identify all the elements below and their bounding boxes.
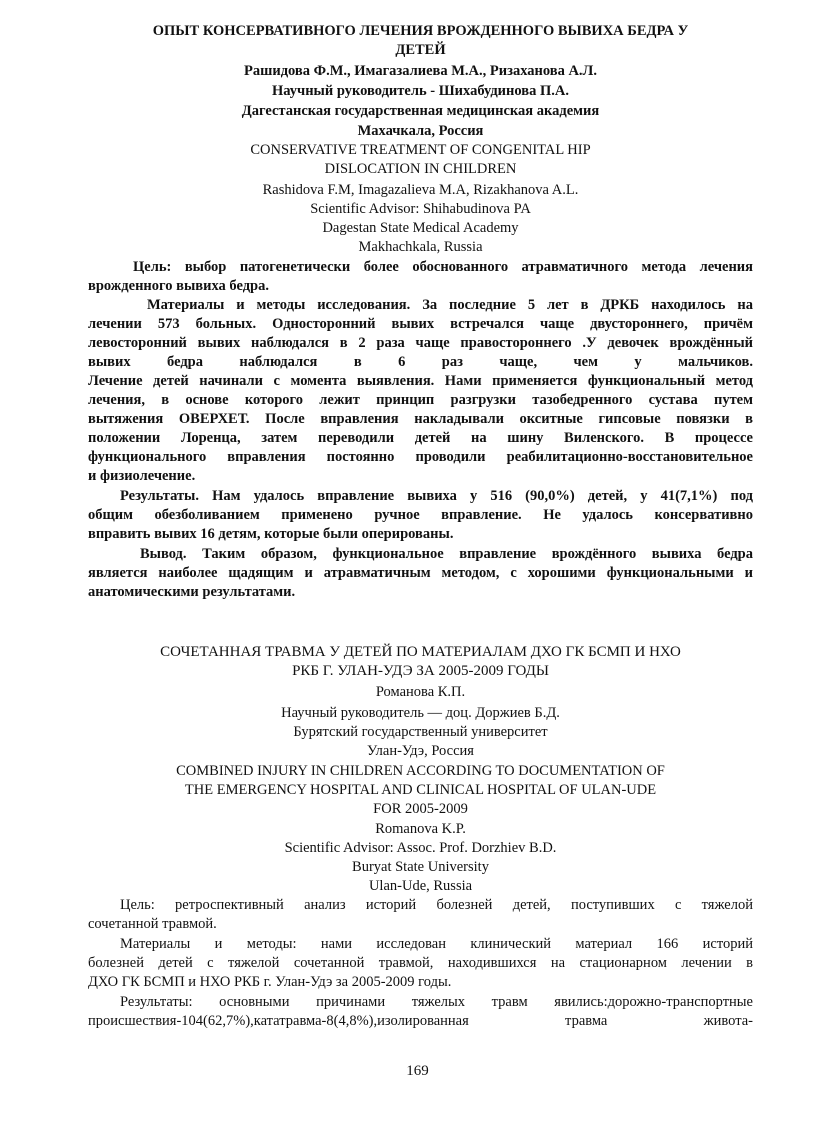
article2-title-line-1: СОЧЕТАННАЯ ТРАВМА У ДЕТЕЙ ПО МАТЕРИАЛАМ ДХО ГК БСМП И НХО: [160, 644, 681, 660]
article1-body-line: Лечение детей начинали с момента выявления. Нами применяется функциональный метод: [88, 373, 753, 389]
article1-body-line: Цель: выбор патогенетически более обоснованного атравматичного метода лечения: [133, 259, 753, 275]
article2-city-en: Ulan-Ude, Russia: [368, 878, 473, 894]
article2-city-ru: Улан-Удэ, Россия: [367, 743, 474, 759]
article1-title-en-line-2: DISLOCATION IN CHILDREN: [324, 161, 517, 177]
article2-body-line: происшествия-104(62,7%),кататравма-8(4,8%),изолированная травма живота-: [88, 1013, 753, 1029]
article2-authors-en: Romanova K.P.: [375, 821, 466, 837]
article1-title-line-1: ОПЫТ КОНСЕРВАТИВНОГО ЛЕЧЕНИЯ ВРОЖДЕННОГО ВЫВИХА БЕДРА У: [152, 23, 689, 39]
article2-body-line: Результаты: основными причинами тяжелых травм явились:дорожно-транспортные: [120, 994, 753, 1010]
article2-advisor-en: Scientific Advisor: Assoc. Prof. Dorzhiev B.D.: [284, 840, 557, 856]
article1-authors-ru: Рашидова Ф.М., Имагазалиева М.А., Ризаханова А.Л.: [244, 63, 597, 79]
article2-body-line: Цель: ретроспективный анализ историй болезней детей, поступивших с тяжелой: [120, 897, 753, 913]
article2-title-en-line-1: COMBINED INJURY IN CHILDREN ACCORDING TO DOCUMENTATION OF: [176, 763, 665, 779]
article1-title-line-2: ДЕТЕЙ: [395, 42, 446, 58]
article2-title-line-2: РКБ Г. УЛАН-УДЭ ЗА 2005-2009 ГОДЫ: [292, 663, 549, 679]
article1-body-line: левосторонний вывих наблюдался в 2 раза чаще правостороннего .У девочек врождённый: [88, 335, 753, 351]
article1-body-line: вправить вывих 16 детям, которые были оперированы.: [88, 526, 454, 542]
article1-body-line: Результаты. Нам удалось вправление вывиха у 516 (90,0%) детей, у 41(7,1%) под: [120, 488, 753, 504]
article1-body-line: анатомическими результатами.: [88, 584, 296, 600]
article1-city-ru: Махачкала, Россия: [357, 123, 484, 139]
article1-body-line: функционального вправления постоянно проводили реабилитационно-восстановительное: [88, 449, 753, 465]
article1-body-line: лечении 573 больных. Односторонний вывих встречался чаще двустороннего, причём: [88, 316, 753, 332]
article1-advisor-en: Scientific Advisor: Shihabudinova PA: [310, 201, 531, 217]
article1-body-line: вывих бедра наблюдался в 6 раз чаще, чем у мальчиков.: [88, 354, 753, 370]
article2-body-line: Материалы и методы: нами исследован клинический материал 166 историй: [120, 936, 753, 952]
article2-advisor-ru: Научный руководитель — доц. Доржиев Б.Д.: [281, 705, 560, 721]
article1-body-line: является наиболее щадящим и атравматичным методом, с хорошими функциональными и: [88, 565, 753, 581]
article1-body-line: и физиолечение.: [88, 468, 196, 484]
article1-body-line: Вывод. Таким образом, функциональное вправление врождённого вывиха бедра: [140, 546, 753, 562]
article2-body-line: сочетанной травмой.: [88, 916, 217, 932]
article1-institution-ru: Дагестанская государственная медицинская академия: [241, 103, 600, 119]
article2-body-line: болезней детей с тяжелой сочетанной травмой, находившихся на стационарном лечении в: [88, 955, 753, 971]
article1-title-en-line-1: CONSERVATIVE TREATMENT OF CONGENITAL HIP: [250, 142, 591, 158]
page-number: 169: [406, 1063, 429, 1079]
article1-body-line: общим обезболиванием применено ручное вправление. Не удалось консервативно: [88, 507, 753, 523]
article2-title-en-line-2: THE EMERGENCY HOSPITAL AND CLINICAL HOSPITAL OF ULAN-UDE: [184, 782, 657, 798]
article1-body-line: лечения, в основе которого лежит принцип разгрузки тазобедренного сустава путем: [88, 392, 753, 408]
article1-institution-en: Dagestan State Medical Academy: [322, 220, 519, 236]
article2-institution-ru: Бурятский государственный университет: [293, 724, 548, 740]
article2-authors-ru: Романова К.П.: [375, 684, 466, 700]
article1-body-line: положении Лоренца, затем переводили детей на шину Виленского. В процессе: [88, 430, 753, 446]
article1-body-line: Материалы и методы исследования. За последние 5 лет в ДРКБ находилось на: [147, 297, 753, 313]
article2-title-en-line-3: FOR 2005-2009: [373, 801, 468, 817]
article1-body-line: вытяжения ОВЕРХЕТ. После вправления накладывали окситные гипсовые повязки в: [88, 411, 753, 427]
article1-city-en: Makhachkala, Russia: [358, 239, 483, 255]
article2-body-line: ДХО ГК БСМП и НХО РКБ г. Улан-Удэ за 2005-2009 годы.: [88, 974, 452, 990]
article1-body-line: врожденного вывиха бедра.: [88, 278, 269, 294]
article2-institution-en: Buryat State University: [352, 859, 489, 875]
article1-authors-en: Rashidova F.M, Imagazalieva M.A, Rizakhanova A.L.: [262, 182, 579, 198]
article1-advisor-ru: Научный руководитель - Шихабудинова П.А.: [271, 83, 569, 99]
